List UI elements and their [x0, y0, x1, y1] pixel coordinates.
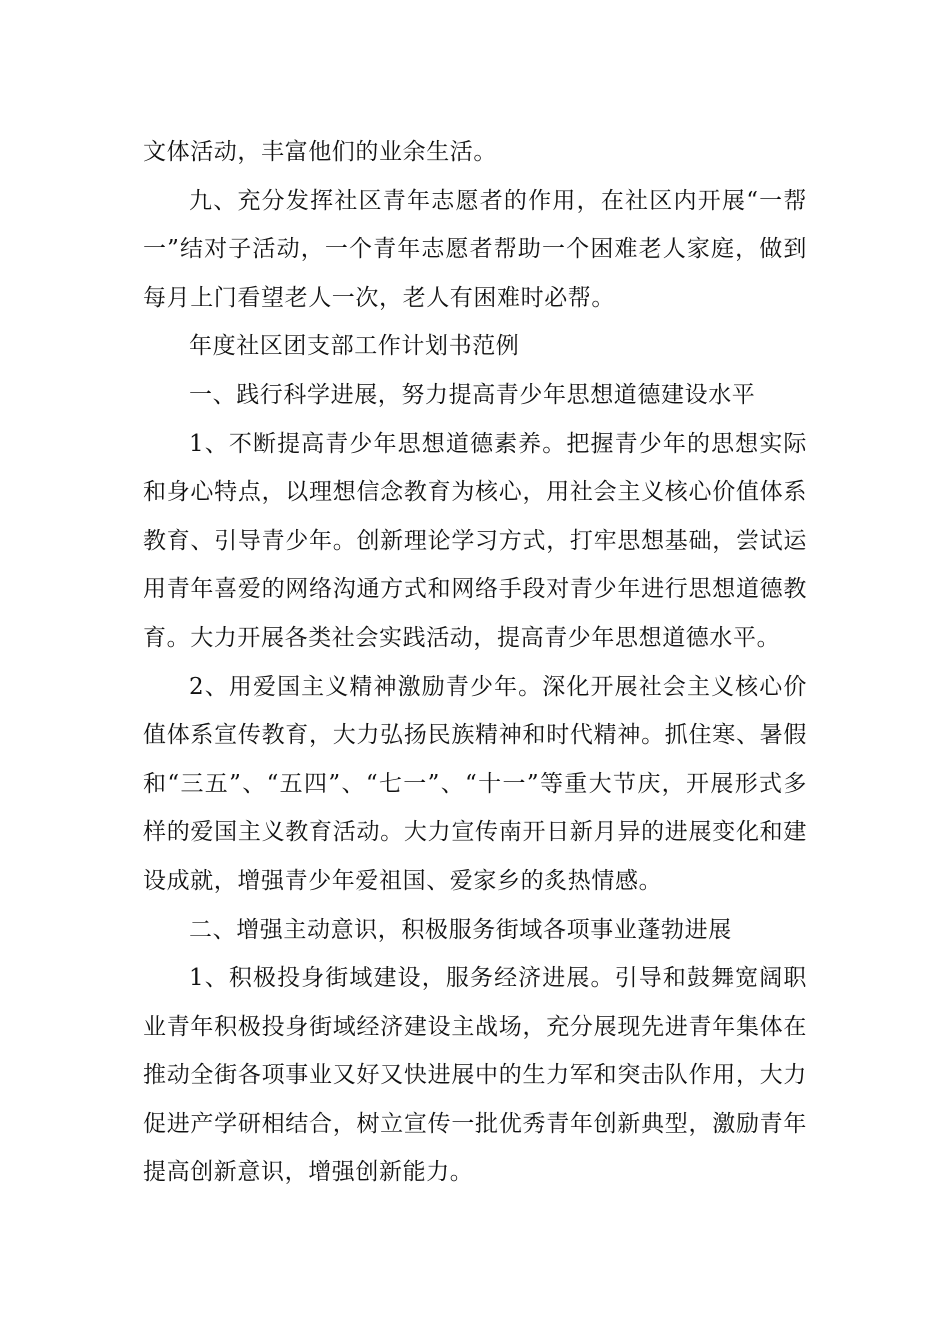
- document-body: [143, 128, 807, 1197]
- paragraph-two-1: 1、积极投身街域建设，服务经济进展。引导和鼓舞宽阔职业青年积极投身街域经济建设主战场，充分展现先进青年集体在推动全街各项事业又好又快进展中的生力军和突击队作用，大力促进产学研相结合，树立宣传一批优秀青年创新典型，激励青年提高创新意识，增强创新能力。: [143, 965, 807, 1186]
- paragraph-one-2: 2、用爱国主义精神激励青少年。深化开展社会主义核心价值体系宣传教育，大力弘扬民族精神和时代精神。抓住寒、暑假和“三五”、“五四”、“七一”、“十一”等重大节庆，开展形式多样的爱国主义教育活动。大力宣传南开日新月异的进展变化和建设成就，增强青少年爱祖国、爱家乡的炙热情感。: [143, 673, 807, 894]
- heading-part-one: 一、践行科学进展，努力提高青少年思想道德建设水平: [189, 381, 756, 408]
- paragraph-item-nine: 九、充分发挥社区青年志愿者的作用，在社区内开展“一帮一”结对子活动，一个青年志愿者帮助一个困难老人家庭，做到每月上门看望老人一次，老人有困难时必帮。: [143, 187, 807, 311]
- heading-part-two: 二、增强主动意识，积极服务街域各项事业蓬勃进展: [189, 916, 732, 943]
- paragraph-continuation: 文体活动，丰富他们的业余生活。: [143, 139, 497, 165]
- section-title: 年度社区团支部工作计划书范例: [189, 333, 520, 360]
- paragraph-one-1: 1、不断提高青少年思想道德素养。把握青少年的思想实际和身心特点，以理想信念教育为核心，用社会主义核心价值体系教育、引导青少年。创新理论学习方式，打牢思想基础，尝试运用青年喜爱的网络沟通方式和网络手段对青少年进行思想道德教育。大力开展各类社会实践活动，提高青少年思想道德水平。: [143, 430, 807, 651]
